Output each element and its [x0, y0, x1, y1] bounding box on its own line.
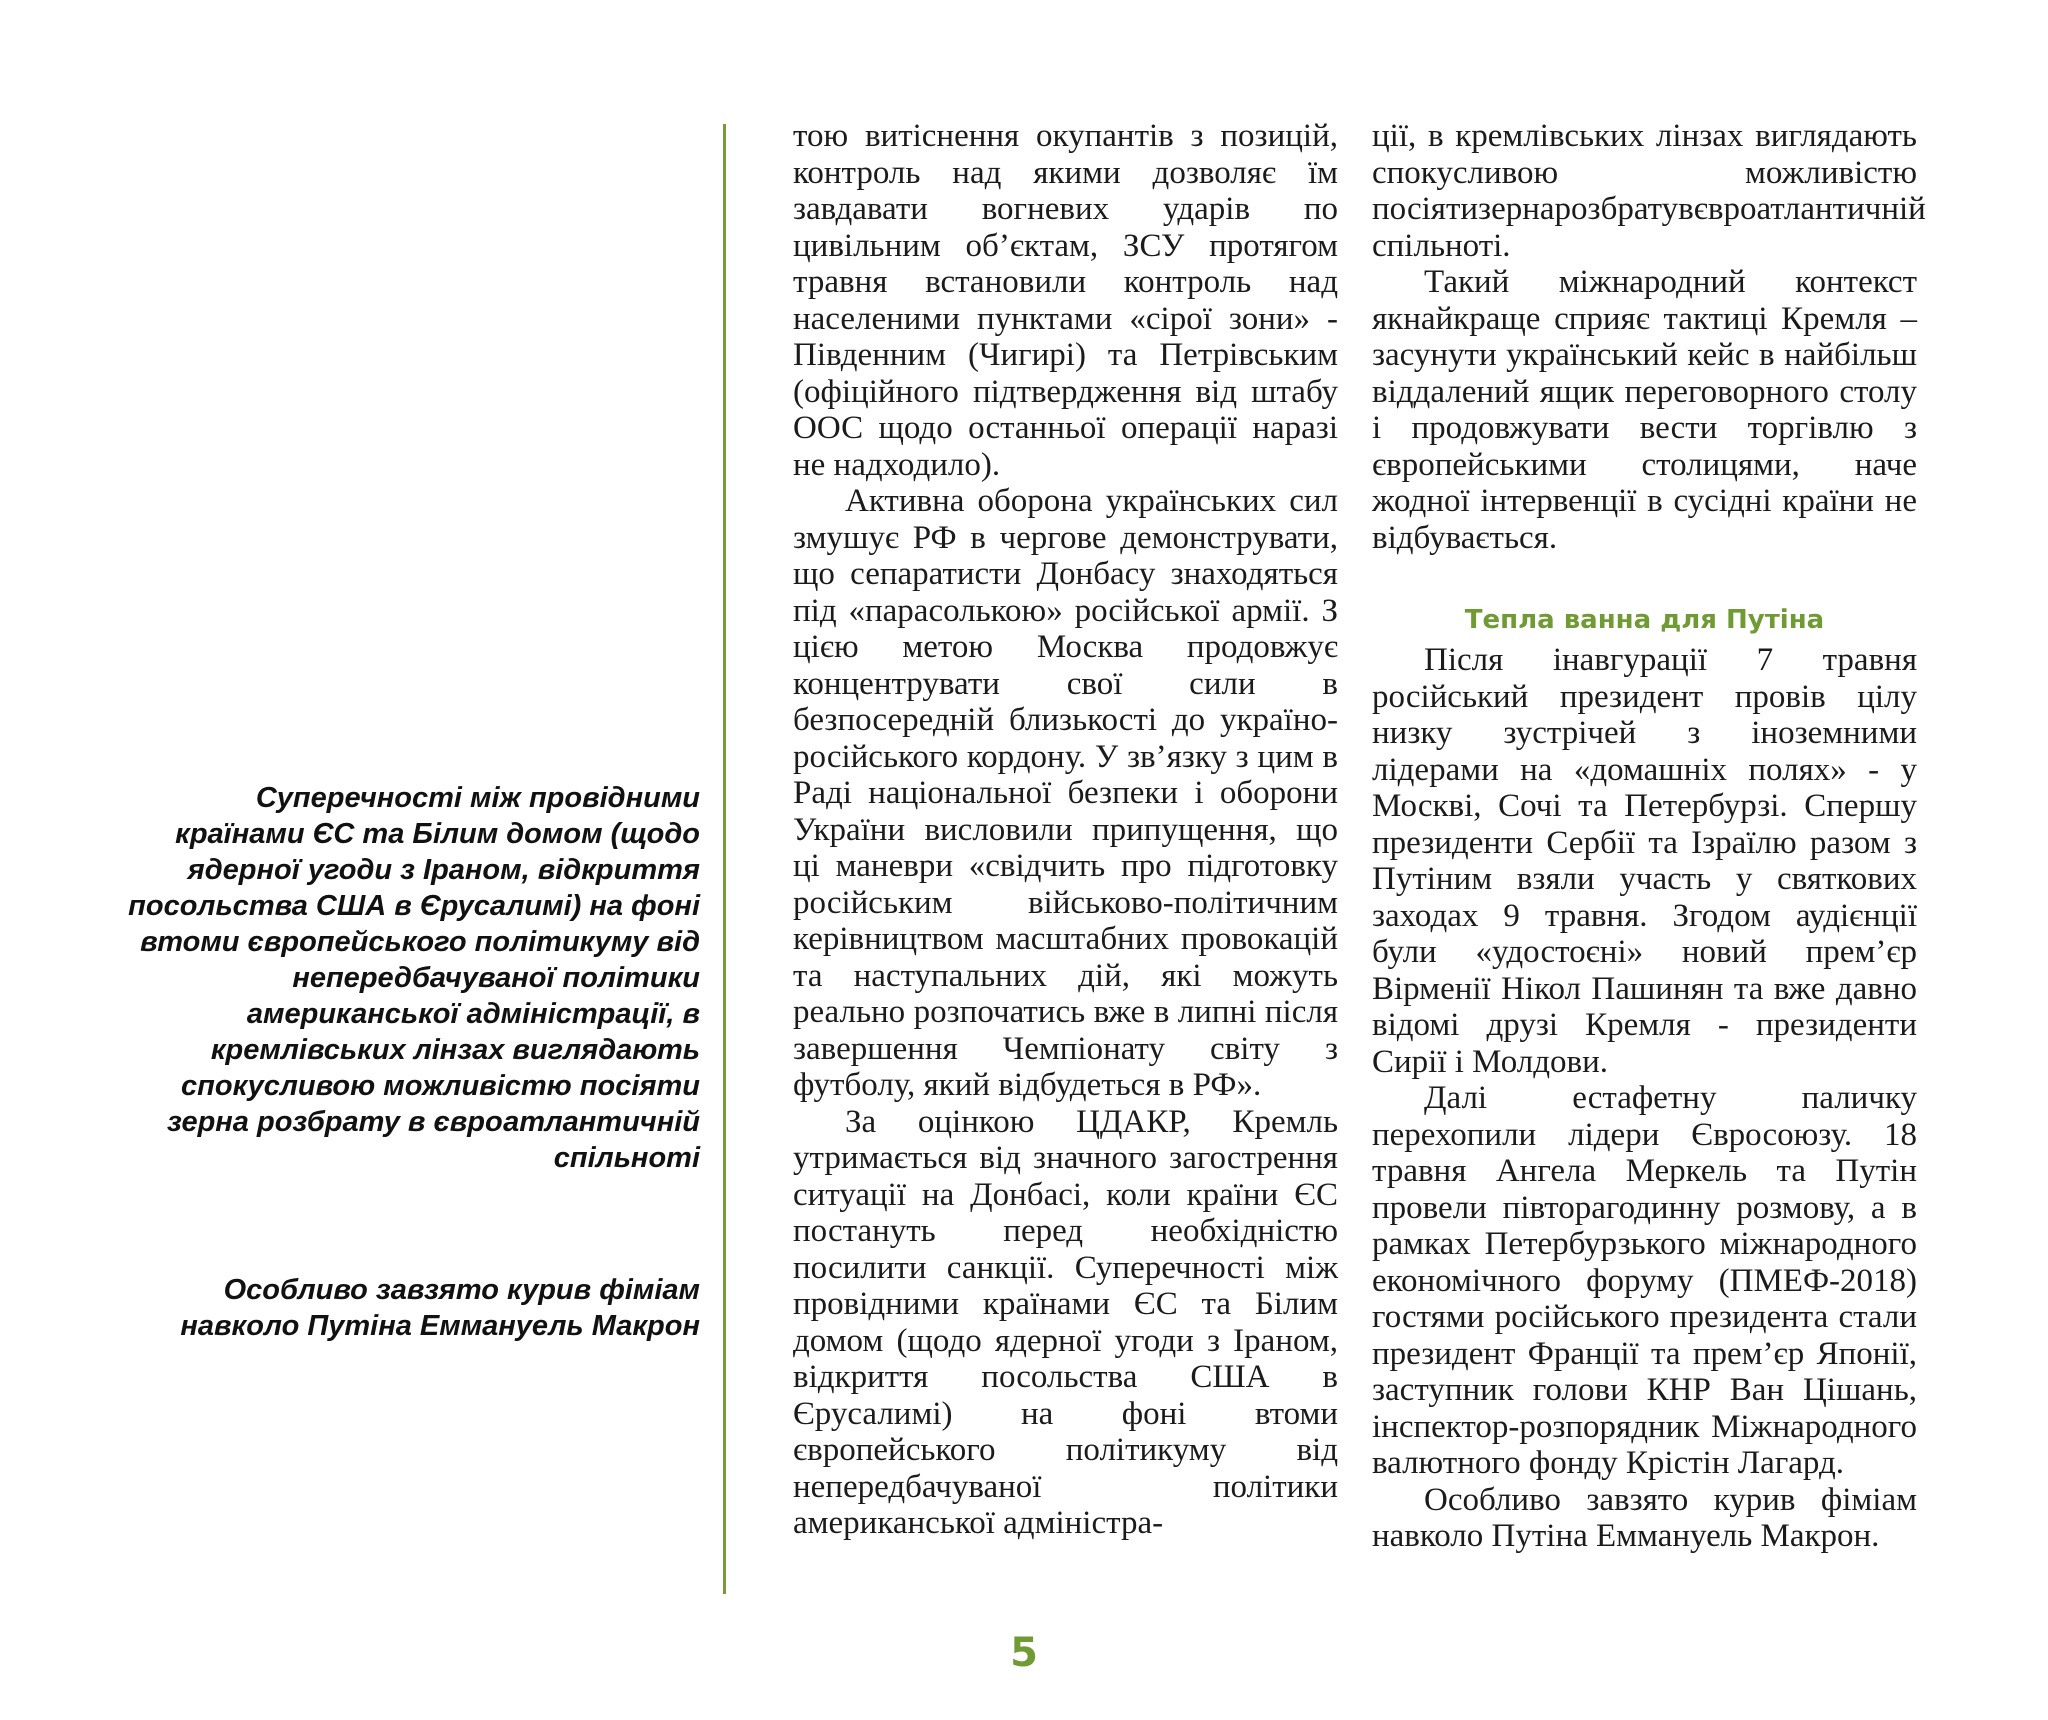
pull-quote: Суперечності між провідними країнами ЄС та Білим домом (щодо ядерної угоди з Іраном, відкриття посольства США в Єрусалимі) на фоні втоми європейського політикуму від непередбачуваної політики американської адміністрації, в кремлівських лінзах виглядають спокусливою можливістю посіяти зерна розбрату в євроатлантичній спільноті [128, 782, 700, 1174]
pull-quote-column [120, 780, 700, 1440]
article-paragraph: Такий міжнародний контекст якнайкраще сприяє тактиці Кремля – засунути український кейс в найбільш віддалений ящик переговорного столу і продовжувати вести торгівлю з європейськими столицями, наче жодної інтервенції в сусідні країни не відбувається. [1372, 264, 1917, 556]
section-subheading: Тепла ванна для Путіна [1464, 605, 1825, 635]
pull-quote: Особливо завзято курив фіміам навколо Путіна Еммануель Макрон [180, 1274, 700, 1342]
page-number: 5 [1010, 1630, 1038, 1676]
article-column-middle [793, 118, 1338, 1542]
article-paragraph: Особливо завзято курив фіміам навколо Путіна Еммануель Макрон. [1372, 1481, 1917, 1554]
article-paragraph: Далі естафетну паличку перехопили лідери Євросоюзу. 18 травня Ангела Меркель та Путін провели півторагодинну розмову, а в рамках Петербурзького міжнародного економічного форуму (ПМЕФ-2018) гостями російського президента стали президент Франції та прем’єр Японії, заступник голови КНР Ван Цішань, інспектор-розпорядник Міжнародного валютного фонду Крістін Лагард. [1372, 1080, 1917, 1481]
article-paragraph: ції, в кремлівських лінзах виглядають спокусливою можливістю посіятизернарозбратувєвроатлантичній спільноті. [1372, 118, 1926, 264]
article-paragraph: тою витіснення окупантів з позицій, контроль над якими дозволяє їм завдавати вогневих ударів по цивільним об’єктам, ЗСУ протягом травня встановили контроль над населеними пунктами «сірої зони» - Південним (Чигирі) та Петрівським (офіційного підтвердження від штабу ООС щодо останньої операції наразі не надходило). [793, 118, 1338, 483]
article-paragraph: За оцінкою ЦДАКР, Кремль утримається від значного загострення ситуації на Донбасі, коли країни ЄС постануть перед необхідністю посилити санкції. Суперечності між провідними країнами ЄС та Білим домом (щодо ядерної угоди з Іраном, відкриття посольства США в Єрусалимі) на фоні втоми європейського політикуму від непередбачуваної політики американської адміністра- [793, 1103, 1338, 1541]
article-column-right [1372, 118, 1926, 1555]
vertical-divider [723, 124, 726, 1594]
article-paragraph: Активна оборона українських сил змушує РФ в чергове демонструвати, що сепаратисти Донбасу знаходяться під «парасолькою» російської армії. З цією метою Москва продовжує концентрувати свої сили в безпосередній близькості до україно-російського кордону. У зв’язку з цим в Раді національної безпеки і оборони України висловили припущення, що ці маневри «свідчить про підготовку російським військово-політичним керівництвом масштабних провокацій та наступальних дій, які можуть реально розпочатись вже в липні після завершення Чемпіонату світу з футболу, який відбудеться в РФ». [793, 483, 1338, 1103]
article-paragraph: Після інавгурації 7 травня російський президент провів цілу низку зустрічей з іноземними лідерами на «домашніх полях» - у Москві, Сочі та Петербурзі. Спершу президенти Сербії та Ізраїлю разом з Путіним взяли участь у святкових заходах 9 травня. Згодом аудієнції були «удостоєні» новий прем’єр Вірменії Нікол Пашинян та вже давно відомі друзі Кремля - президенти Сирії і Молдови. [1372, 642, 1917, 1080]
